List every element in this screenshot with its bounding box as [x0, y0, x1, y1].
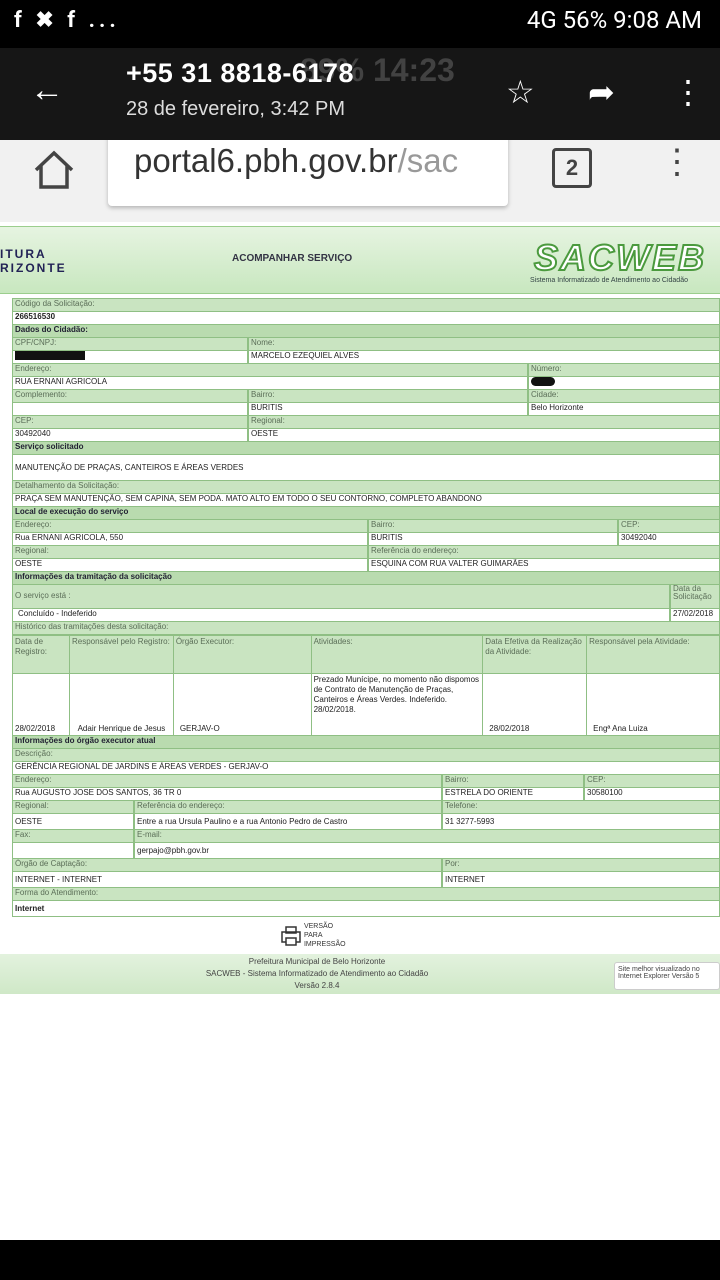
captacao-label: Órgão de Captação:	[12, 859, 442, 872]
local-endereco-value: Rua ERNANI AGRICOLA, 550	[12, 533, 368, 546]
captacao-value: INTERNET - INTERNET	[12, 872, 442, 888]
orgao-regional-value: OESTE	[12, 814, 134, 830]
detalhamento-value: PRAÇA SEM MANUTENÇÃO, SEM CAPINA, SEM PODA. MATO ALTO EM TODO O SEU CONTORNO, COMPLETO ABANDONO	[12, 494, 720, 507]
estado-label: O serviço está :	[12, 585, 670, 609]
status-indicators: 4G 56% 9:08 AM	[526, 6, 702, 34]
col-orgao-executor: Órgão Executor:	[173, 636, 311, 674]
url-host: portal6.pbh.gov.br	[134, 142, 398, 179]
footer-line-2: SACWEB - Sistema Informatizado de Atendimento ao Cidadão	[205, 969, 429, 978]
local-bairro-label: Bairro:	[368, 520, 618, 533]
local-referencia-value: ESQUINA COM RUA VALTER GUIMARÃES	[368, 559, 720, 572]
codigo-label: Código da Solicitação:	[12, 299, 720, 312]
status-bar	[0, 0, 720, 48]
bairro-value: BURITIS	[248, 403, 528, 416]
cidade-value: Belo Horizonte	[528, 403, 720, 416]
cpf-label: CPF/CNPJ:	[12, 338, 248, 351]
orgao-cep-value: 30580100	[584, 788, 720, 801]
fax-label: Fax:	[12, 830, 134, 843]
data-solicitacao-label: Data da Solicitação	[670, 585, 720, 609]
estado-value: Concluído - Indeferido	[12, 609, 670, 622]
local-referencia-label: Referência do endereço:	[368, 546, 720, 559]
por-value: INTERNET	[442, 872, 720, 888]
cpf-value-redacted	[12, 351, 248, 364]
descricao-label: Descrição:	[12, 749, 720, 762]
cep-label: CEP:	[12, 416, 248, 429]
navigation-bar	[0, 1240, 720, 1280]
bairro-label: Bairro:	[248, 390, 528, 403]
local-section-title: Local de execução do serviço	[12, 507, 720, 520]
orgao-referencia-value: Entre a rua Ursula Paulino e a rua Antonio Pedro de Castro	[134, 814, 442, 830]
notification-icons: f ✖ f ...	[14, 8, 120, 33]
cell-data-registro: 28/02/2018	[13, 674, 70, 736]
orgao-regional-label: Regional:	[12, 801, 134, 814]
cell-responsavel-atividade: Engª Ana Luiza	[587, 674, 720, 736]
orgao-section-title: Informações do órgão executor atual	[12, 736, 720, 749]
print-version-link[interactable]	[280, 922, 344, 949]
servico-section-title: Serviço solicitado	[12, 442, 720, 455]
cep-value: 30492040	[12, 429, 248, 442]
telefone-label: Telefone:	[442, 801, 720, 814]
page-title: ACOMPANHAR SERVIÇO	[232, 253, 353, 264]
logo-subtitle: Sistema Informatizado de Atendimento ao Cidadão	[530, 277, 688, 284]
forma-label: Forma do Atendimento:	[12, 888, 720, 901]
endereco-label: Endereço:	[12, 364, 528, 377]
cidade-label: Cidade:	[528, 390, 720, 403]
orgao-bairro-label: Bairro:	[442, 775, 584, 788]
home-icon[interactable]	[32, 148, 76, 192]
printer-icon	[280, 926, 302, 946]
local-endereco-label: Endereço:	[12, 520, 368, 533]
footer-bar	[0, 954, 720, 994]
complemento-label: Complemento:	[12, 390, 248, 403]
history-table	[12, 635, 720, 736]
historico-label: Histórico das tramitações desta solicitação:	[12, 622, 720, 635]
request-form	[12, 298, 720, 917]
message-toolbar	[0, 48, 720, 140]
orgao-bairro-value: ESTRELA DO ORIENTE	[442, 788, 584, 801]
nome-label: Nome:	[248, 338, 720, 351]
orgao-endereco-label: Endereço:	[12, 775, 442, 788]
servico-value: MANUTENÇÃO DE PRAÇAS, CANTEIROS E ÁREAS VERDES	[12, 455, 720, 481]
contact-number: +55 31 8818-6178	[126, 58, 354, 88]
back-arrow-icon[interactable]: ←	[30, 71, 64, 109]
numero-label: Número:	[528, 364, 720, 377]
sacweb-page	[0, 222, 720, 1042]
col-responsavel-registro: Responsável pelo Registro:	[69, 636, 173, 674]
orgao-referencia-label: Referência do endereço:	[134, 801, 442, 814]
tramitacao-section-title: Informações da tramitação da solicitação	[12, 572, 720, 585]
message-date: 28 de fevereiro, 3:42 PM	[126, 98, 346, 120]
cell-responsavel-registro: Adair Henrique de Jesus	[69, 674, 173, 736]
page-header	[0, 226, 720, 294]
browser-note: Site melhor visualizado no Internet Explorer Versão 5	[614, 962, 720, 990]
codigo-value: 266516530	[12, 312, 720, 325]
fax-value	[12, 843, 134, 859]
address-bar[interactable]	[108, 140, 508, 206]
local-cep-label: CEP:	[618, 520, 720, 533]
nome-value: MARCELO EZEQUIEL ALVES	[248, 351, 720, 364]
col-atividades: Atividades:	[311, 636, 483, 674]
telefone-value: 31 3277-5993	[442, 814, 720, 830]
orgao-endereco-value: Rua AUGUSTO JOSE DOS SANTOS, 36 TR 0	[12, 788, 442, 801]
footer-line-1: Prefeitura Municipal de Belo Horizonte	[248, 957, 386, 966]
star-icon[interactable]: ☆	[506, 74, 535, 110]
regional-label: Regional:	[248, 416, 720, 429]
table-row	[13, 674, 720, 736]
url-path: /sac	[397, 142, 459, 179]
screenshot-image	[0, 140, 720, 1240]
prefeitura-brand: ITURA RIZONTE	[0, 247, 67, 275]
footer-line-3: Versão 2.8.4	[294, 981, 340, 990]
detalhamento-label: Detalhamento da Solicitação:	[12, 481, 720, 494]
print-version-label: VERSÃO PARA IMPRESSÃO	[303, 923, 346, 948]
orgao-cep-label: CEP:	[584, 775, 720, 788]
endereco-value: RUA ERNANI AGRICOLA	[12, 377, 528, 390]
por-label: Por:	[442, 859, 720, 872]
cell-orgao-executor: GERJAV-O	[173, 674, 311, 736]
share-arrow-icon[interactable]: ➦	[588, 74, 615, 110]
regional-value: OESTE	[248, 429, 720, 442]
sacweb-logo: SACWEB	[534, 237, 706, 278]
email-label: E-mail:	[134, 830, 720, 843]
complemento-value	[12, 403, 248, 416]
more-options-icon[interactable]: ⋮	[672, 74, 704, 110]
cell-atividades: Prezado Munícipe, no momento não dispomos de Contrato de Manutenção de Praças, Canteiros e Áreas Verdes. Indeferido. 28/02/2018.	[311, 674, 483, 736]
history-header-row	[13, 636, 720, 674]
browser-menu-icon[interactable]: ⋮	[660, 143, 694, 181]
tab-count-icon[interactable]: 2	[552, 148, 592, 188]
local-regional-label: Regional:	[12, 546, 368, 559]
forma-value: Internet	[12, 901, 720, 917]
browser-toolbar	[0, 140, 720, 230]
email-value[interactable]: gerpajo@pbh.gov.br	[134, 843, 720, 859]
descricao-value: GERÊNCIA REGIONAL DE JARDINS E ÁREAS VERDES - GERJAV-O	[12, 762, 720, 775]
local-cep-value: 30492040	[618, 533, 720, 546]
numero-value-redacted	[528, 377, 720, 390]
dados-section-title: Dados do Cidadão:	[12, 325, 720, 338]
overlay-status-ghost: 89% 14:23	[300, 52, 455, 88]
col-data-efetiva: Data Efetiva da Realização da Atividade:	[483, 636, 587, 674]
local-regional-value: OESTE	[12, 559, 368, 572]
data-solicitacao-value: 27/02/2018	[670, 609, 720, 622]
col-responsavel-atividade: Responsável pela Atividade:	[587, 636, 720, 674]
cell-data-efetiva: 28/02/2018	[483, 674, 587, 736]
local-bairro-value: BURITIS	[368, 533, 618, 546]
col-data-registro: Data de Registro:	[13, 636, 70, 674]
